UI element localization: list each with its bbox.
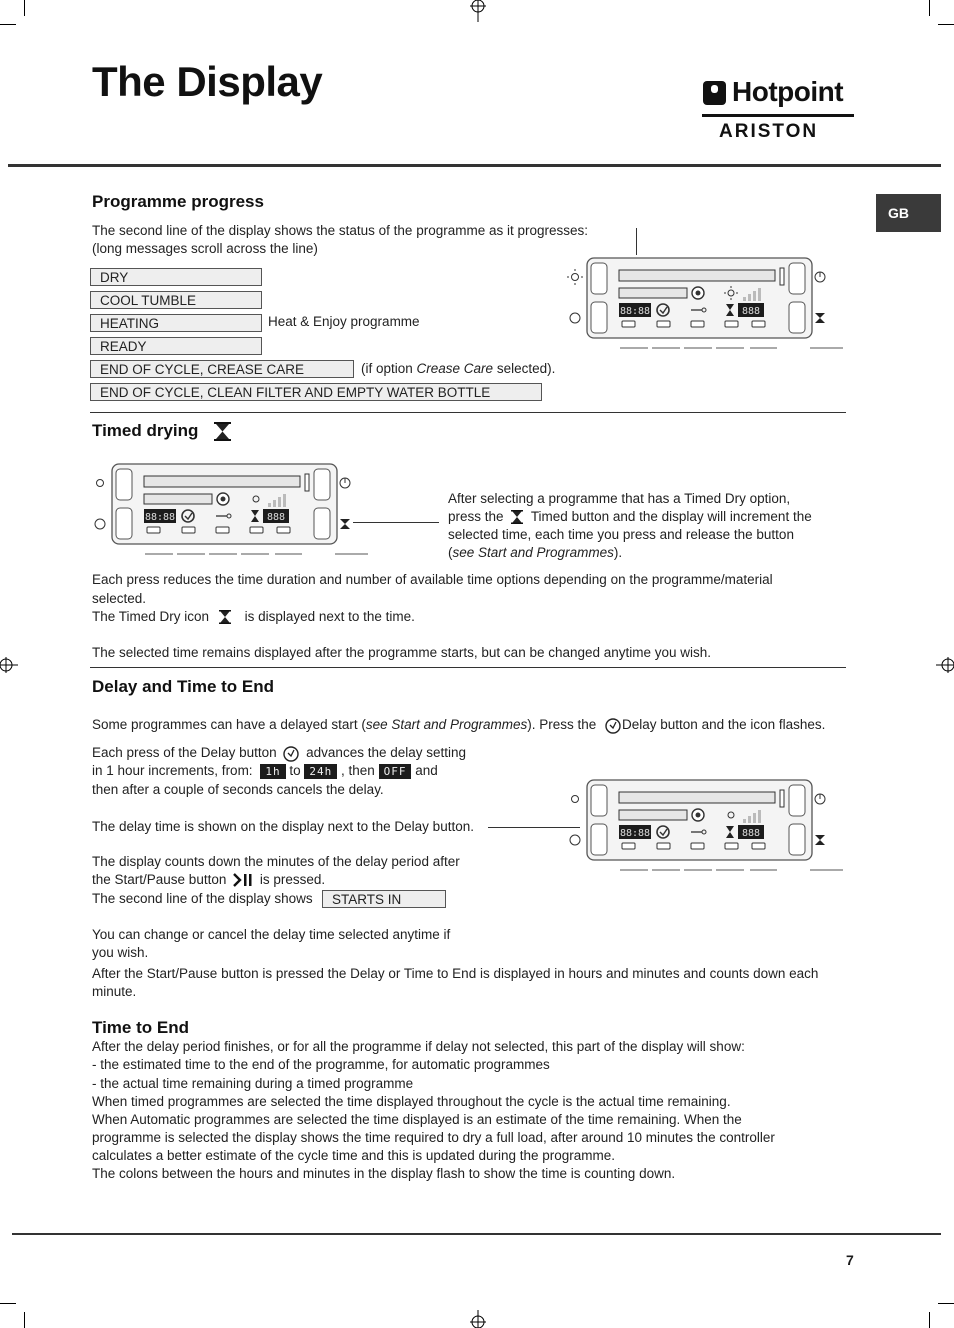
timed-side-2: press the Timed button and the display will increment the	[448, 509, 812, 524]
message-box: END OF CYCLE, CLEAN FILTER AND EMPTY WATER BOTTLE	[90, 383, 542, 401]
section-divider	[90, 667, 846, 668]
progress-intro-2: (long messages scroll across the line)	[92, 241, 318, 256]
heat-enjoy-note: Heat & Enjoy programme	[268, 314, 420, 329]
time-to-end-line: calculates a better estimate of the cycle time and this is updated during the programme.	[92, 1148, 616, 1163]
timed-para-3: The selected time remains displayed after the programme starts, but can be changed anytime you wish.	[92, 645, 712, 660]
crop-mark	[938, 1303, 954, 1304]
timed-side-1: After selecting a programme that has a Timed Dry option,	[448, 491, 791, 506]
delay-line-3: then after a couple of seconds cancels the delay.	[92, 782, 384, 797]
message-box: END OF CYCLE, CREASE CARE	[90, 360, 354, 378]
brand-divider	[702, 114, 854, 117]
delay-clock-icon	[282, 744, 300, 762]
delay-line-5: The display counts down the minutes of the delay period after	[92, 854, 460, 869]
delay-line-7: The second line of the display shows	[92, 891, 313, 906]
lcd-24h: 24h	[304, 764, 337, 779]
control-panel-diagram	[90, 461, 372, 564]
start-pause-icon	[232, 873, 254, 887]
panel-time-digits: 88:88	[619, 306, 651, 317]
progress-intro-1: The second line of the display shows the status of the programme as it progresses:	[92, 223, 589, 238]
control-panel-svg	[565, 255, 847, 353]
header-rule	[8, 164, 941, 167]
control-panel-diagram	[565, 777, 847, 880]
starts-in-box: STARTS IN	[322, 890, 446, 908]
delay-line-9: you wish.	[92, 945, 149, 960]
timed-para-2: The Timed Dry icon is displayed next to the time.	[92, 609, 415, 624]
panel-timer-digits: 888	[741, 306, 761, 317]
message-box: HEATING	[90, 314, 262, 332]
delay-line-4: The delay time is shown on the display next to the Delay button.	[92, 819, 474, 834]
section-heading-delay: Delay and Time to End	[92, 677, 275, 696]
crop-mark	[929, 0, 930, 16]
delay-line-1: Each press of the Delay button advances the delay setting	[92, 744, 466, 762]
hourglass-icon	[219, 610, 231, 624]
delay-clock-icon	[604, 716, 622, 734]
crop-mark	[0, 1303, 16, 1304]
lcd-off: OFF	[379, 764, 412, 779]
hotpoint-logo-icon	[703, 81, 726, 105]
crop-mark	[929, 1312, 930, 1328]
panel-timer-digits: 888	[741, 828, 761, 839]
crop-mark	[938, 24, 954, 25]
panel-time-digits: 88:88	[144, 512, 176, 523]
time-to-end-line: After the delay period finishes, or for all the programme if delay not selected, this part of the display will show:	[92, 1039, 745, 1054]
section-heading-timed-drying: Timed drying	[92, 421, 199, 440]
delay-after-2: minute.	[92, 984, 137, 999]
crop-mark	[0, 24, 16, 25]
brand-sub: ARISTON	[719, 121, 819, 142]
time-to-end-line: programme is selected the display shows the time required to dry a full load, after around 10 minutes the controller	[92, 1130, 775, 1145]
hourglass-icon	[214, 422, 231, 441]
language-tab: GB	[876, 194, 941, 232]
time-to-end-line: The colons between the hours and minutes in the display flash to show the time is counting down.	[92, 1166, 676, 1181]
timed-para-1a: Each press reduces the time duration and number of available time options depending on the programme/material	[92, 572, 773, 587]
timed-para-1b: selected.	[92, 591, 147, 606]
time-to-end-line: - the estimated time to the end of the programme, for automatic programmes	[92, 1057, 550, 1072]
crop-mark	[24, 0, 25, 16]
control-panel-diagram	[565, 255, 847, 358]
hourglass-icon	[511, 510, 523, 524]
brand-logo	[702, 78, 856, 144]
delay-after-1: After the Start/Pause button is pressed the Delay or Time to End is displayed in hours and minutes and counts down each	[92, 966, 819, 981]
registration-mark	[0, 655, 18, 675]
lcd-1h: 1h	[260, 764, 285, 779]
message-box: DRY	[90, 268, 262, 286]
delay-line-8: You can change or cancel the delay time selected anytime if	[92, 927, 451, 942]
message-box: COOL TUMBLE	[90, 291, 262, 309]
page-number: 7	[846, 1252, 854, 1268]
crease-care-note: (if option Crease Care selected).	[361, 361, 556, 376]
registration-mark	[468, 1310, 488, 1328]
section-heading-programme-progress: Programme progress	[92, 192, 264, 211]
registration-mark	[936, 655, 954, 675]
leader-line	[353, 522, 439, 523]
registration-mark	[468, 0, 488, 22]
panel-timer-digits: 888	[266, 512, 286, 523]
page-title: The Display	[92, 58, 323, 105]
message-box: READY	[90, 337, 262, 355]
section-heading-time-to-end: Time to End	[92, 1018, 189, 1037]
brand-name: Hotpoint	[732, 76, 844, 107]
panel-time-digits: 88:88	[619, 828, 651, 839]
time-to-end-line: When timed programmes are selected the time displayed throughout the cycle is the actual time remaining.	[92, 1094, 731, 1109]
time-to-end-line: - the actual time remaining during a timed programme	[92, 1076, 414, 1091]
footer-rule	[12, 1233, 941, 1235]
delay-line-6: the Start/Pause button is pressed.	[92, 872, 326, 887]
control-panel-svg	[90, 461, 372, 559]
delay-line-2: in 1 hour increments, from: 1h to 24h , then OFF and	[92, 763, 438, 778]
control-panel-svg	[565, 777, 847, 875]
section-divider	[90, 412, 846, 413]
delay-intro: Some programmes can have a delayed start (see Start and Programmes). Press the Delay button and the icon flashes.	[92, 716, 825, 734]
timed-side-4: (see Start and Programmes).	[448, 545, 623, 560]
time-to-end-line: When Automatic programmes are selected the time displayed is an estimate of the time remaining. When the	[92, 1112, 742, 1127]
crop-mark	[24, 1312, 25, 1328]
timed-side-3: selected time, each time you press and release the button	[448, 527, 794, 542]
